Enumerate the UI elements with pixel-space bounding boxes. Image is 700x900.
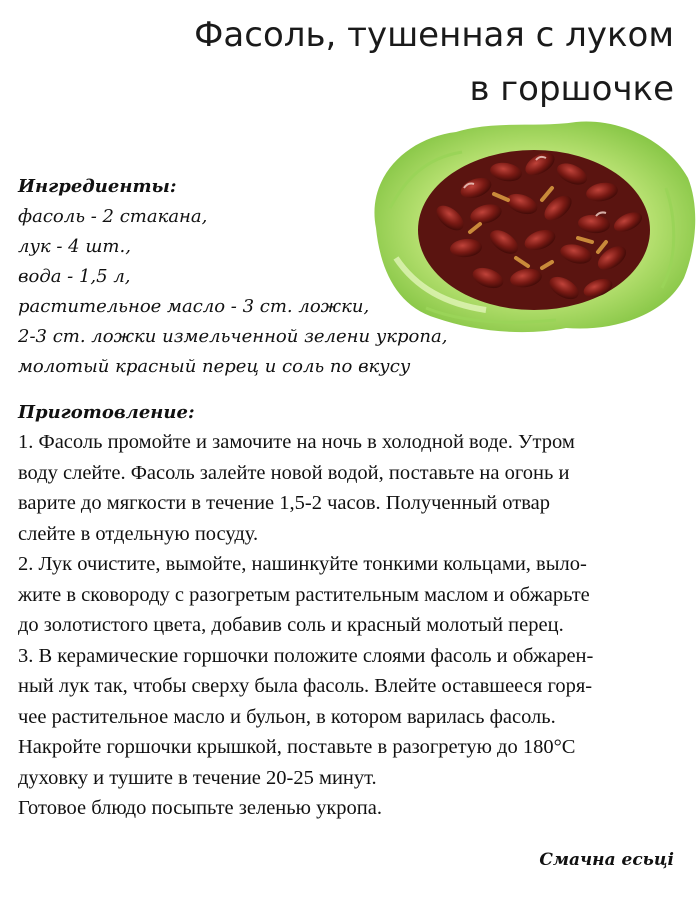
ingredients-heading: Ингредиенты: [18,176,177,197]
preparation-line: духовку и тушите в течение 20-25 минут. [18,766,377,789]
preparation-line: 1. Фасоль промойте и замочите на ночь в холодной воде. Утром [18,431,575,453]
title-line-1: Фасоль, тушенная с луком [194,15,674,55]
preparation-line: Готовое блюдо посыпьте зеленью укропа. [18,797,382,819]
ingredient-item: 2-3 ст. ложки измельченной зелени укропа, [18,326,448,347]
preparation-line: варите до мягкости в течение 1,5-2 часов. Полученный отвар [18,492,550,514]
preparation-line: жите в сковороду с разогретым растительным маслом и обжарьте [18,583,590,606]
preparation-steps [18,427,688,824]
ingredient-item: лук - 4 шт., [18,236,131,257]
page-title [114,8,674,116]
preparation-line: чее растительное масло и бульон, в котором варилась фасоль. [18,705,556,728]
ingredient-item: фасоль - 2 стакана, [18,206,208,227]
ingredient-item: молотый красный перец и соль по вкусу [18,356,411,377]
title-line-2: в горшочке [469,69,674,109]
preparation-line: 3. В керамические горшочки положите слоями фасоль и обжарен- [18,644,594,667]
preparation-heading: Приготовление: [18,402,195,423]
ingredient-item: вода - 1,5 л, [18,266,131,287]
ingredients-block [18,172,478,382]
signature: Смачна есьці [539,850,674,870]
preparation-line: слейте в отдельную посуду. [18,522,259,545]
ingredient-item: растительное масло - 3 ст. ложки, [18,296,370,317]
preparation-line: 2. Лук очистите, вымойте, нашинкуйте тонкими кольцами, выло- [18,553,587,575]
preparation-line: ный лук так, чтобы сверху была фасоль. Влейте оставшееся горя- [18,675,593,697]
preparation-line: до золотистого цвета, добавив соль и красный молотый перец. [18,614,564,636]
preparation-line: воду слейте. Фасоль залейте новой водой, поставьте на огонь и [18,461,570,484]
preparation-line: Накройте горшочки крышкой, поставьте в разогретую до 180°С [18,736,576,758]
